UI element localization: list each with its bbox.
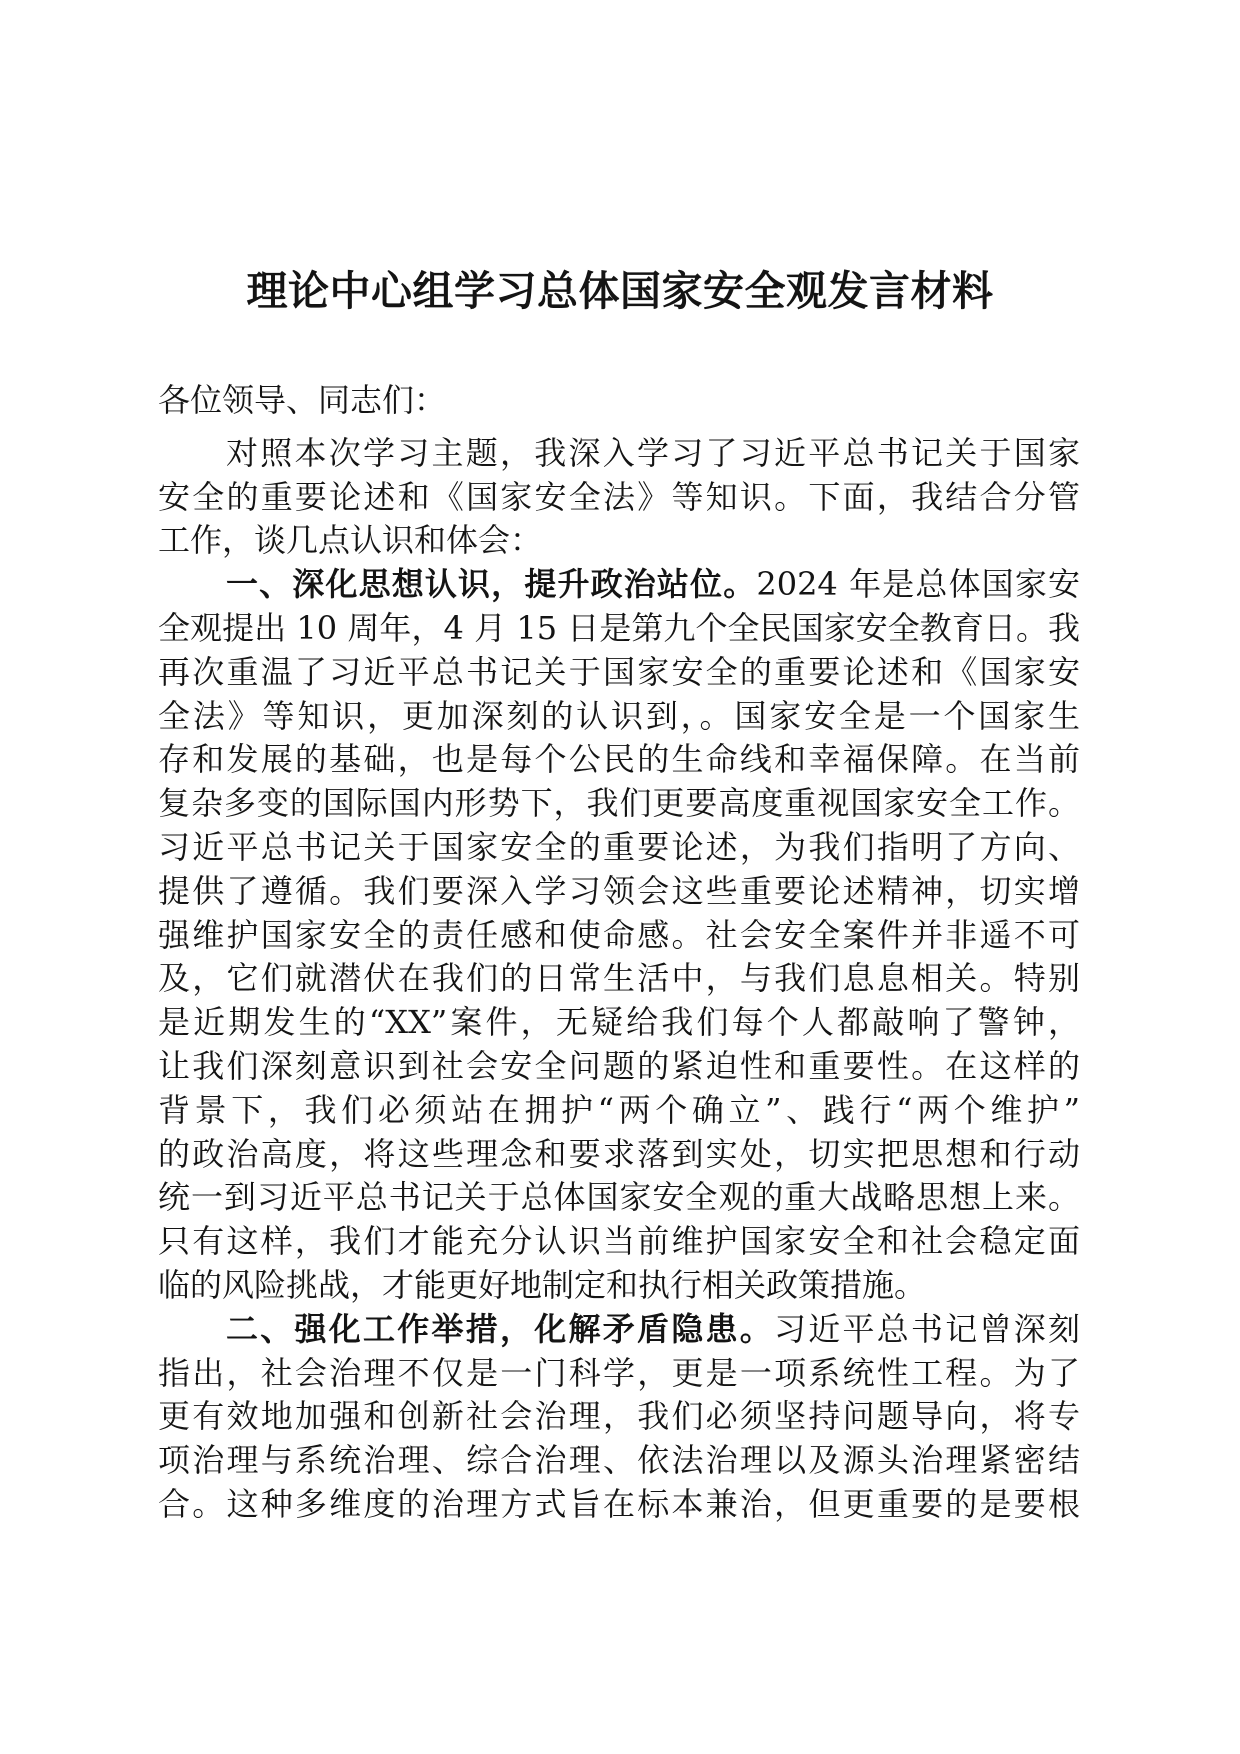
paragraph-line: 安全的重要论述和《国家安全法》等知识。下面，我结合分管 (158, 477, 1080, 516)
paragraph-line: 对照本次学习主题，我深入学习了习近平总书记关于国家 (226, 433, 1080, 472)
paragraph-line: 全观提出 10 周年，4 月 15 日是第九个全民国家安全教育日。我 (158, 608, 1080, 647)
salutation: 各位领导、同志们： (158, 381, 447, 419)
document-title: 理论中心组学习总体国家安全观发言材料 (246, 267, 994, 315)
paragraph-line: 只有这样，我们才能充分认识当前维护国家安全和社会稳定面 (158, 1222, 1080, 1261)
paragraph-line: 全法》等知识，更加深刻的认识到，。国家安全是一个国家生 (158, 696, 1080, 735)
section-heading: 二、强化工作举措，化解矛盾隐患。 (226, 1309, 774, 1348)
paragraph-line (158, 1308, 1080, 1352)
paragraph-line: 复杂多变的国际国内形势下，我们更要高度重视国家安全工作。 (158, 784, 1080, 823)
paragraph-line: 的政治高度，将这些理念和要求落到实处，切实把思想和行动 (158, 1134, 1080, 1173)
paragraph-line: 让我们深刻意识到社会安全问题的紧迫性和重要性。在这样的 (158, 1046, 1080, 1085)
paragraph-line: 指出，社会治理不仅是一门科学，更是一项系统性工程。为了 (158, 1353, 1080, 1392)
paragraph-line: 强维护国家安全的责任感和使命感。社会安全案件并非遥不可 (158, 915, 1080, 954)
paragraph-line: 统一到习近平总书记关于总体国家安全观的重大战略思想上来。 (158, 1178, 1080, 1217)
paragraph-line: 更有效地加强和创新社会治理，我们必须坚持问题导向，将专 (158, 1397, 1080, 1436)
section-heading: 一、深化思想认识，提升政治站位。 (226, 565, 757, 604)
paragraph-section-2 (158, 1308, 1080, 1527)
document-body (158, 379, 1080, 1527)
paragraph-line: 习近平总书记关于国家安全的重要论述，为我们指明了方向、 (158, 827, 1080, 866)
paragraph-section-1 (158, 563, 1080, 1308)
paragraph-line: 合。这种多维度的治理方式旨在标本兼治，但更重要的是要根 (158, 1484, 1080, 1523)
paragraph-text: 2024 年是总体国家安 (756, 565, 1080, 604)
paragraph-text: 习近平总书记曾深刻 (773, 1309, 1080, 1348)
paragraph-line: 工作，谈几点认识和体会： (158, 521, 543, 560)
paragraph-line: 提供了遵循。我们要深入学习领会这些重要论述精神，切实增 (158, 871, 1080, 910)
paragraph-intro (158, 432, 1080, 563)
paragraph-line: 是近期发生的“XX”案件，无疑给我们每个人都敲响了警钟， (158, 1003, 1080, 1042)
paragraph-line: 及，它们就潜伏在我们的日常生活中，与我们息息相关。特别 (158, 959, 1080, 998)
paragraph-line: 项治理与系统治理、综合治理、依法治理以及源头治理紧密结 (158, 1441, 1080, 1480)
paragraph-line: 存和发展的基础，也是每个公民的生命线和幸福保障。在当前 (158, 740, 1080, 779)
paragraph-line: 再次重温了习近平总书记关于国家安全的重要论述和《国家安 (158, 652, 1080, 691)
paragraph-line: 临的风险挑战，才能更好地制定和执行相关政策措施。 (158, 1265, 927, 1304)
paragraph-line (158, 563, 1080, 607)
paragraph-line: 背景下，我们必须站在拥护“两个确立”、践行“两个维护” (158, 1090, 1080, 1129)
